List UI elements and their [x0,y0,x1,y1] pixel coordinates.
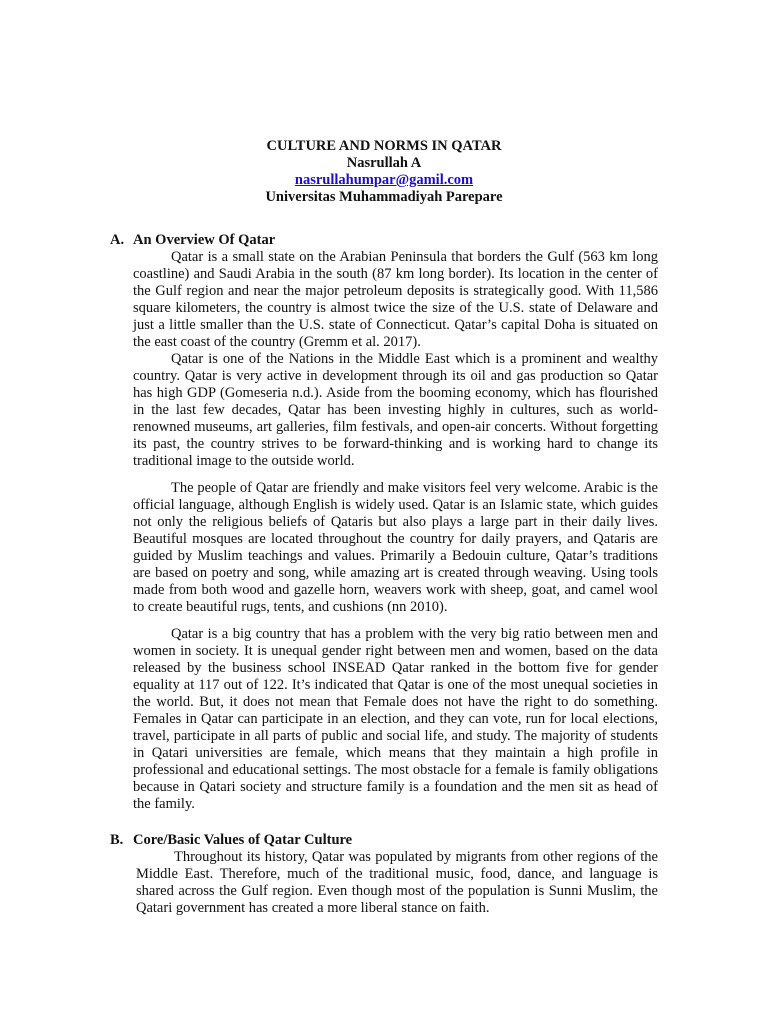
paragraph: Throughout its history, Qatar was populated by migrants from other regions of the Middle East. Therefore, much of the traditional music, food, dance, and language is shared across the Gulf region. Even though most of the population is Sunni Muslim, the Qatari government has created a more liberal stance on faith. [136,849,658,916]
paragraph: Qatar is a small state on the Arabian Peninsula that borders the Gulf (563 km long coastline) and Saudi Arabia in the south (87 km long border). Its location in the center of the Gulf region and near the major petroleum deposits is strategically good. With 11,586 square kilometers, the country is almost twice the size of the U.S. state of Delaware and just a little smaller than the U.S. state of Connecticut. Qatar’s capital Doha is situated on the east coast of the country (Gremm et al. 2017). [133,249,658,350]
author-name: Nasrullah A [346,155,422,171]
section-letter: A. [110,232,125,248]
section-heading [110,832,658,849]
section-title: Core/Basic Values of Qatar Culture [133,832,353,848]
author-email-link[interactable]: nasrullahumpar@gamil.com [294,172,474,188]
paper-title: CULTURE AND NORMS IN QATAR [266,138,502,154]
author-affiliation: Universitas Muhammadiyah Parepare [265,189,503,205]
section-title: An Overview Of Qatar [133,232,276,248]
paragraph: Qatar is one of the Nations in the Middle East which is a prominent and wealthy country. Qatar is very active in development through its oil and gas production so Qatar has high GDP (Gomeseria n.d.). Aside from the booming economy, which has flourished in the last few decades, Qatar has been investing highly in cultures, such as world-renowned museums, art galleries, film festivals, and open-air concerts. Without forgetting its past, the country strives to be forward-thinking and is working hard to change its traditional image to the outside world. [133,351,658,469]
section-core-values [110,832,658,917]
paragraph: The people of Qatar are friendly and make visitors feel very welcome. Arabic is the official language, although English is widely used. Qatar is an Islamic state, which guides not only the religious beliefs of Qataris but also plays a large part in their daily lives. Beautiful mosques are located throughout the country for daily prayers, and Qataris are guided by Muslim teachings and values. Primarily a Bedouin culture, Qatar’s traditions are based on poetry and song, while amazing art is created through weaving. Using tools made from both wood and gazelle horn, weavers work with sheep, goat, and camel wool to create beautiful rugs, tents, and cushions (nn 2010). [133,480,658,615]
section-body [136,849,658,917]
section-heading [110,232,658,249]
title-block [0,138,768,206]
section-body [133,249,658,813]
section-letter: B. [110,832,124,848]
paragraph: Qatar is a big country that has a problem with the very big ratio between men and women in society. It is unequal gender right between men and women, based on the data released by the business school INSEAD Qatar ranked in the bottom five for gender equality at 117 out of 122. It’s indicated that Qatar is one of the most unequal societies in the world. But, it does not mean that Female does not have the right to do something. Females in Qatar can participate in an election, and they can vote, run for local elections, travel, participate in all parts of public and social life, and study. The majority of students in Qatari universities are female, which means that they maintain a high profile in professional and educational settings. The most obstacle for a female is family obligations because in Qatari society and structure family is a foundation and the men sit as head of the family. [133,626,658,812]
section-overview [110,232,658,813]
